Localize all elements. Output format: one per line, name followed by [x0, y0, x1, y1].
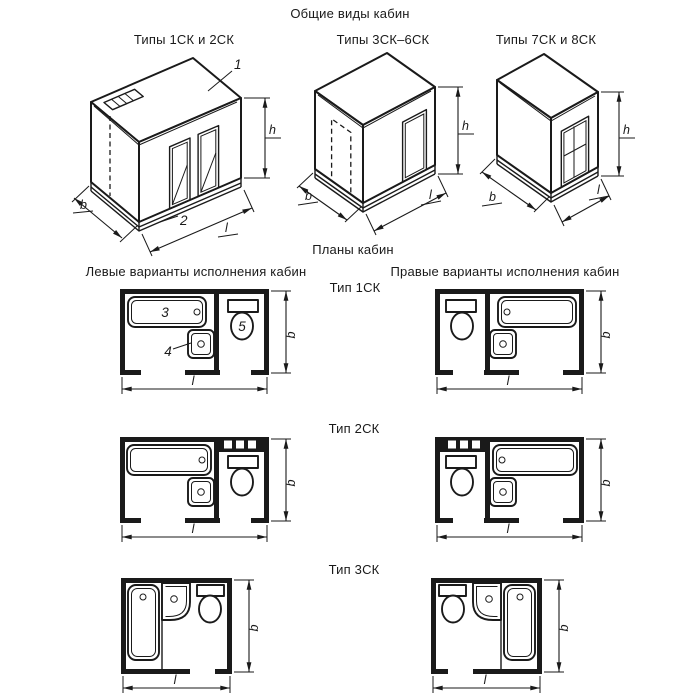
left-variants-title: Левые варианты исполнения кабин: [85, 264, 307, 279]
toilet: [439, 585, 466, 623]
dim-label-l: l: [506, 374, 510, 388]
dim-label-b: b: [599, 479, 613, 487]
dimension-b: [271, 291, 298, 373]
callout-4-label: 4: [164, 344, 172, 359]
dim-label-b: b: [247, 624, 261, 632]
iso-view-7sk-8sk: [470, 48, 670, 248]
dimension-l: [123, 673, 230, 693]
toilet: [197, 585, 224, 623]
toilet-bowl: [451, 313, 473, 340]
dimension-h: [601, 92, 635, 176]
partition-wall: [214, 289, 219, 375]
toilet: [446, 456, 476, 496]
iso-view-1sk-2sk: [60, 50, 300, 250]
toilet: [228, 456, 258, 496]
cabin-box: [315, 53, 435, 203]
toilet-tank: [228, 456, 258, 468]
dim-label-h: h: [623, 123, 630, 137]
view3-title: Типы 7СК и 8СК: [495, 32, 597, 47]
toilet: [446, 300, 476, 340]
washbasin: [164, 330, 214, 359]
plan-1sk-right: [420, 284, 620, 398]
dimension-b: [586, 439, 613, 521]
bathtub: [128, 585, 159, 660]
dim-label-b: b: [284, 479, 298, 487]
dim-label-l: l: [506, 522, 510, 536]
plan-row3-title: Тип 3СК: [328, 562, 380, 577]
dim-label-b: b: [80, 198, 87, 212]
washbasin: [162, 583, 190, 620]
toilet-bowl: [231, 469, 253, 496]
dim-label-b: b: [599, 331, 613, 339]
view2-title: Типы 3СК–6СК: [336, 32, 430, 47]
toilet-bowl: [199, 596, 221, 623]
toilet-tank: [446, 300, 476, 312]
bathtub: [128, 297, 206, 327]
plan-row1-title: Тип 1СК: [329, 280, 381, 295]
plan-2sk-left: [105, 432, 305, 546]
partition-wall: [485, 289, 490, 375]
callout-2-label: 2: [180, 213, 188, 228]
dimension-l: [122, 522, 267, 542]
dim-label-b: b: [489, 190, 496, 204]
partition-wall: [214, 437, 219, 523]
dim-label-b: b: [557, 624, 571, 632]
dimension-h: [438, 87, 474, 174]
dimension-b: [544, 580, 571, 672]
toilet-tank: [228, 300, 258, 312]
callout-5-label: 5: [238, 319, 246, 334]
washbasin: [490, 478, 516, 506]
dimension-h: [244, 98, 281, 178]
toilet-tank: [197, 585, 224, 596]
washbasin: [490, 330, 516, 358]
dim-label-b: b: [305, 189, 312, 203]
right-variants-title: Правые варианты исполнения кабин: [390, 264, 620, 279]
dim-label-b: b: [284, 331, 298, 339]
plan-3sk-left: [110, 572, 290, 698]
dim-label-l: l: [225, 221, 228, 235]
ventilation-block: [440, 437, 485, 452]
toilet-tank: [446, 456, 476, 468]
plan-3sk-right: [420, 572, 600, 698]
dimension-l: [122, 374, 267, 394]
general-views-title: Общие виды кабин: [290, 6, 410, 21]
dim-label-l: l: [191, 522, 195, 536]
bathtub: [498, 297, 576, 327]
callout-1-label: 1: [234, 57, 242, 72]
ventilation-block: [219, 437, 264, 452]
dim-label-l: l: [429, 188, 432, 202]
dimension-l: [437, 374, 582, 394]
washbasin: [188, 478, 214, 506]
dim-label-h: h: [462, 119, 469, 133]
toilet-bowl: [442, 596, 464, 623]
partition-wall: [485, 437, 490, 523]
callout-3-label: 3: [161, 305, 169, 320]
view1-title: Типы 1СК и 2СК: [133, 32, 235, 47]
toilet: [228, 300, 258, 340]
dim-label-h: h: [269, 123, 276, 137]
dim-label-l: l: [483, 673, 487, 687]
plan-2sk-right: [420, 432, 620, 546]
dimension-b: [271, 439, 298, 521]
washbasin: [473, 583, 501, 620]
bathtub: [493, 445, 577, 475]
bathtub: [504, 585, 535, 660]
iso-view-3sk-6sk: [280, 48, 480, 248]
dim-label-l: l: [597, 183, 600, 197]
dim-label-l: l: [173, 673, 177, 687]
plan-row2-title: Тип 2СК: [328, 421, 380, 436]
toilet-bowl: [451, 469, 473, 496]
dimension-b: [586, 291, 613, 373]
dimension-l: [437, 522, 582, 542]
toilet-tank: [439, 585, 466, 596]
plan-1sk-left: [105, 284, 305, 398]
dimension-b: [234, 580, 261, 672]
dimension-l: [433, 673, 540, 693]
plans-title: Планы кабин: [312, 242, 394, 257]
dim-label-l: l: [191, 374, 195, 388]
bathtub: [127, 445, 211, 475]
